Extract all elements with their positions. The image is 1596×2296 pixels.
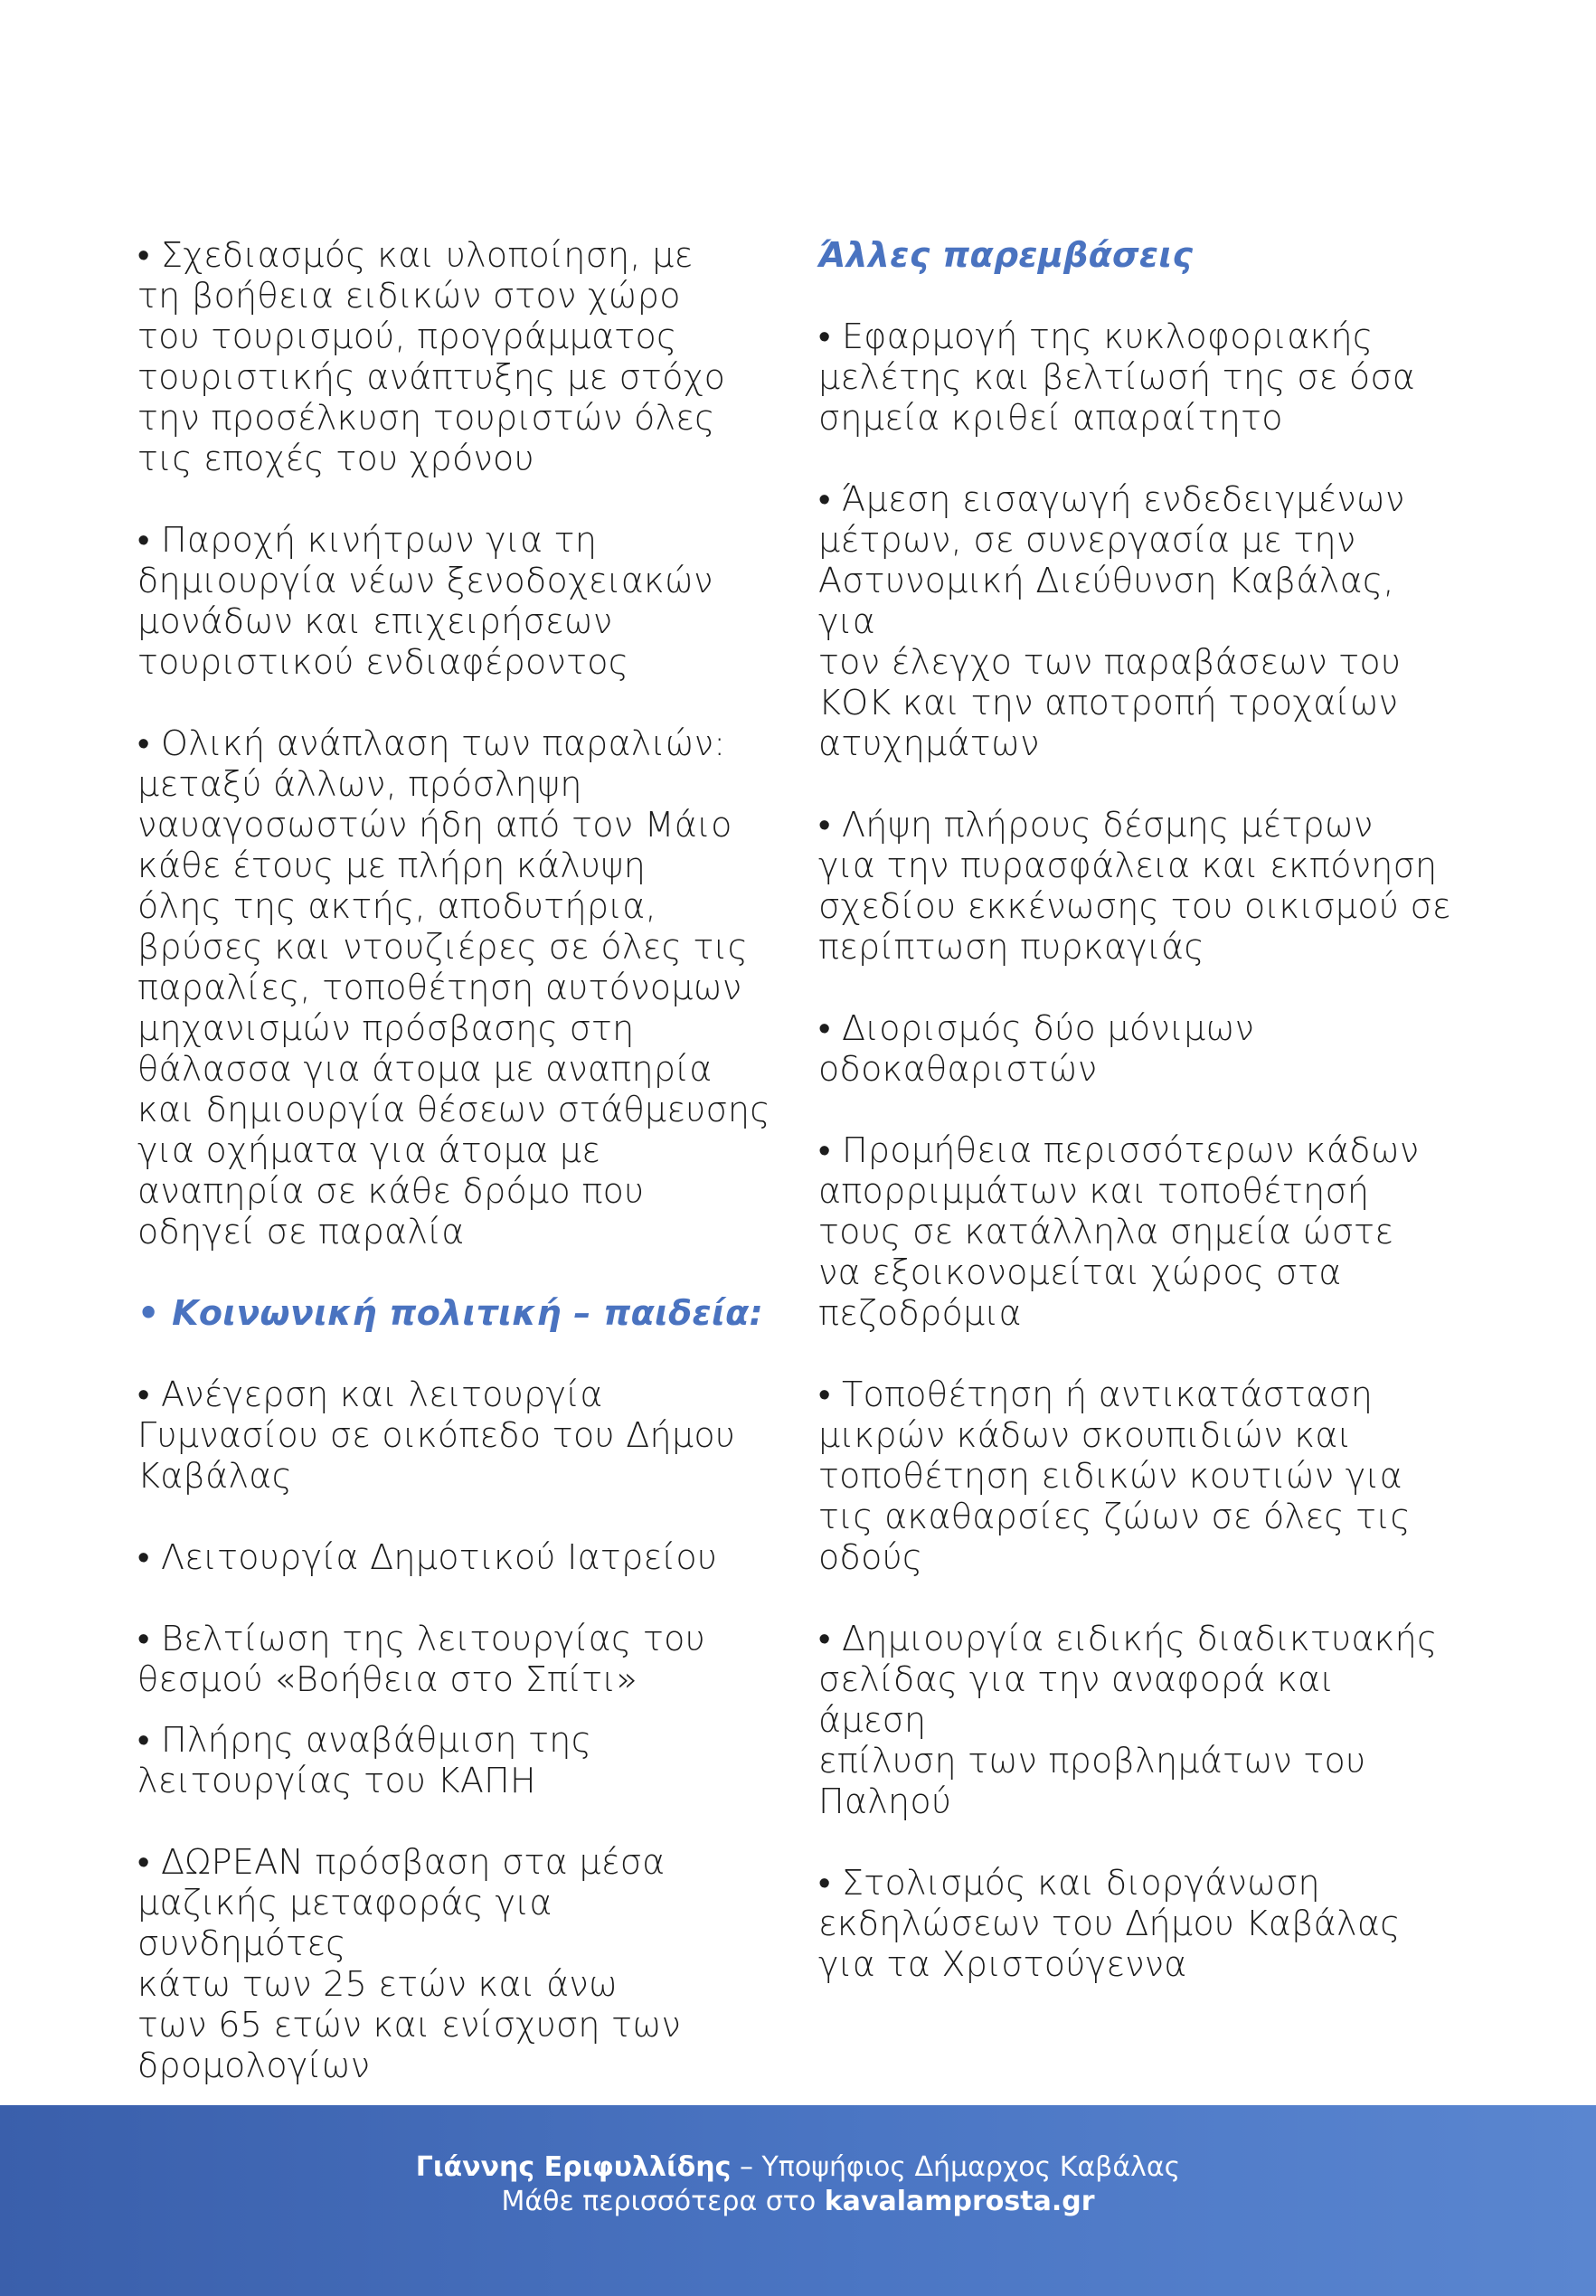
traffic-study-item: • Εφαρμογή της κυκλοφοριακής μελέτης και βελτίωσή της σε όσα σημεία κριθεί απαραίτητο (818, 317, 1416, 438)
hotel-incentives-item: • Παροχή κινήτρων για τη δημιουργία νέων ξενοδοχειακών μονάδων και επιχειρήσεων τουριστικού ενδιαφέροντος (137, 520, 713, 682)
free-transport-item: • ΔΩΡΕΑΝ πρόσβαση στα μέσα μαζικής μεταφοράς για συνδημότες κάτω των 25 ετών και άνω των 65 ετών και ενίσχυση των δρομολογίων (137, 1842, 681, 2085)
police-cooperation-item: • Άμεση εισαγωγή ενδεδειγμένων μέτρων, σε συνεργασία με την Αστυνομική Διεύθυνση Καβάλας, για τον έλεγχο των παραβάσεων του ΚΟΚ και την αποτροπή τροχαίων ατυχημάτων (818, 479, 1405, 763)
waste-bins-item: • Προμήθεια περισσότερων κάδων απορριμμάτων και τοποθέτησή τους σε κατάλληλα σημεία ώστε να εξοικονομείται χώρος στα πεζοδρόμια (818, 1130, 1420, 1333)
footer-banner (0, 2105, 1596, 2296)
small-bins-item: • Τοποθέτηση ή αντικατάσταση μικρών κάδων σκουπιδιών και τοποθέτηση ειδικών κουτιών για τις ακαθαρσίες ζώων σε όλες τις οδούς (818, 1375, 1411, 1577)
gymnasium-item: • Ανέγερση και λειτουργία Γυμνασίου σε οικόπεδο του Δήμου Καβάλας (137, 1375, 736, 1496)
beach-redevelopment-item: • Ολική ανάπλαση των παραλιών: μεταξύ άλλων, πρόσληψη ναυαγοσωστών ήδη από τον Μάιο κάθε έτους με πλήρη κάλυψη όλης της ακτής, αποδυτήρια, βρύσες και ντουζιέρες σε όλες τις παραλίες, τοποθέτηση αυτόνομων μηχανισμών πρόσβασης στη θάλασσα για άτομα με αναπηρία και δημιουργία θέσεων στάθμευσης για οχήματα για άτομα με αναπηρία σε κάθε δρόμο που οδηγεί σε παραλία (137, 723, 770, 1252)
help-at-home-item: • Βελτίωση της λειτουργίας του θεσμού «Βοήθεια στο Σπίτι» (137, 1619, 706, 1699)
street-cleaners-item: • Διορισμός δύο μόνιμων οδοκαθαριστών (818, 1008, 1255, 1089)
christmas-events-item: • Στολισμός και διοργάνωση εκδηλώσεων του Δήμου Καβάλας για τα Χριστούγεννα (818, 1863, 1401, 1984)
municipal-clinic-item: • Λειτουργία Δημοτικού Ιατρείου (137, 1537, 718, 1577)
candidate-name: Γιάννης Εριφυλλίδης (415, 2151, 732, 2183)
website-link[interactable]: kavalamprosta.gr (824, 2186, 1095, 2217)
web-reporting-item: • Δημιουργία ειδικής διαδικτυακής σελίδας για την αναφορά και άμεση επίλυση των προβλημάτων του Παληού (818, 1619, 1438, 1821)
social-policy-heading: • Κοινωνική πολιτική – παιδεία: (137, 1293, 763, 1333)
footer-website-line (0, 2185, 1596, 2219)
fire-safety-item: • Λήψη πλήρους δέσμης μέτρων για την πυρασφάλεια και εκπόνηση σχεδίου εκκένωσης του οικισμού σε περίπτωση πυρκαγιάς (818, 805, 1451, 967)
right-column (818, 235, 1451, 2026)
candidate-role: – Υποψήφιος Δήμαρχος Καβάλας (731, 2151, 1181, 2183)
kapi-upgrade-item: • Πλήρης αναβάθμιση της λειτουργίας του ΚΑΠΗ (137, 1720, 592, 1800)
footer-candidate-line (0, 2150, 1596, 2185)
learn-more-text: Μάθε περισσότερα στο (501, 2186, 825, 2217)
left-column (137, 235, 770, 2127)
tourism-program-item: • Σχεδιασμός και υλοποίηση, με τη βοήθεια ειδικών στον χώρο του τουρισμού, προγράμματος τουριστικής ανάπτυξης με στόχο την προσέλκυση τουριστών όλες τις εποχές του χρόνου (137, 235, 726, 478)
other-interventions-heading: Άλλες παρεμβάσεις (818, 235, 1194, 275)
